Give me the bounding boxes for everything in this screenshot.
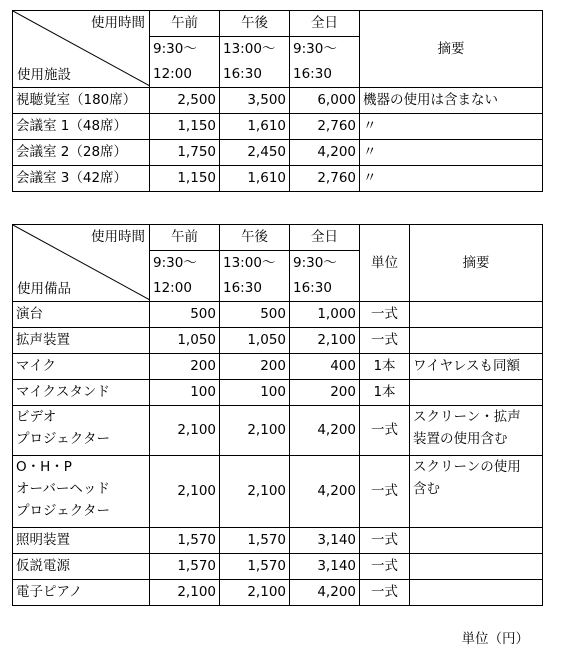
remark <box>410 528 543 554</box>
fee-pm: 1,570 <box>220 528 290 554</box>
table-row <box>13 354 543 380</box>
table-row <box>13 140 543 166</box>
remark: 機器の使用は含まない <box>360 88 543 114</box>
equipment-name <box>13 580 150 606</box>
remark-header: 摘要 <box>360 11 543 88</box>
fee-day: 2,760 <box>290 114 360 140</box>
equipment-name <box>13 554 150 580</box>
table-row <box>13 554 543 580</box>
equipment-fee-table <box>12 224 543 606</box>
remark-line: ワイヤレスも同額 <box>413 358 521 374</box>
remark <box>410 302 543 328</box>
unit: 一式 <box>360 456 410 528</box>
fee-am: 2,100 <box>150 580 220 606</box>
fee-day: 4,200 <box>290 580 360 606</box>
equipment-name-line: プロジェクター <box>16 431 110 447</box>
facility-corner-header <box>13 11 150 88</box>
fee-am: 100 <box>150 380 220 406</box>
equipment-name <box>13 328 150 354</box>
unit-header: 単位 <box>360 225 410 302</box>
table-row <box>13 456 543 528</box>
unit: 一式 <box>360 302 410 328</box>
fee-day: 3,140 <box>290 554 360 580</box>
period-am-header: 午前 <box>150 225 220 251</box>
equipment-name-line: ビデオ <box>16 409 57 425</box>
fee-am: 500 <box>150 302 220 328</box>
fee-am: 1,750 <box>150 140 220 166</box>
fee-day: 6,000 <box>290 88 360 114</box>
fee-pm: 2,100 <box>220 406 290 456</box>
equipment-name-line: 照明装置 <box>16 532 70 548</box>
unit: 一式 <box>360 528 410 554</box>
fee-day: 2,760 <box>290 166 360 192</box>
table-row <box>13 114 543 140</box>
fee-pm: 1,610 <box>220 166 290 192</box>
remark <box>410 380 543 406</box>
fee-day: 2,100 <box>290 328 360 354</box>
fee-am: 1,150 <box>150 166 220 192</box>
fee-pm: 1,050 <box>220 328 290 354</box>
table-row <box>13 88 543 114</box>
equipment-corner-header <box>13 225 150 302</box>
equipment-name <box>13 406 150 456</box>
equipment-name-line: 演台 <box>16 306 43 322</box>
fee-pm: 2,100 <box>220 580 290 606</box>
fee-am: 200 <box>150 354 220 380</box>
equipment-name <box>13 354 150 380</box>
fee-am: 2,100 <box>150 456 220 528</box>
fee-day: 4,200 <box>290 140 360 166</box>
fee-pm: 500 <box>220 302 290 328</box>
facility-name: 視聴覚室（180席） <box>13 88 150 114</box>
unit: 1本 <box>360 380 410 406</box>
equipment-name-line: O・H・P <box>16 459 72 475</box>
facility-name: 会議室 2（28席） <box>13 140 150 166</box>
corner-facility-label: 使用施設 <box>17 67 71 83</box>
fee-am: 1,570 <box>150 528 220 554</box>
equipment-name-line: オーバーヘッド <box>16 481 110 497</box>
period-am-time: 9:30～ 12:00 <box>150 37 220 88</box>
fee-day: 200 <box>290 380 360 406</box>
facility-name: 会議室 1（48席） <box>13 114 150 140</box>
equipment-name-line: マイク <box>16 358 56 374</box>
unit-note: 単位（円） <box>461 631 529 647</box>
table-row <box>13 528 543 554</box>
period-am-time: 9:30～ 12:00 <box>150 251 220 302</box>
equipment-name <box>13 380 150 406</box>
fee-pm: 1,610 <box>220 114 290 140</box>
period-day-header: 全日 <box>290 225 360 251</box>
period-pm-header: 午後 <box>220 11 290 37</box>
remark-line: 装置の使用含む <box>413 431 508 447</box>
period-pm-header: 午後 <box>220 225 290 251</box>
fee-pm: 200 <box>220 354 290 380</box>
fee-day: 400 <box>290 354 360 380</box>
period-am-header: 午前 <box>150 11 220 37</box>
fee-pm: 1,570 <box>220 554 290 580</box>
table-row <box>13 166 543 192</box>
fee-pm: 2,100 <box>220 456 290 528</box>
table-row <box>13 328 543 354</box>
fee-pm: 2,450 <box>220 140 290 166</box>
unit: 一式 <box>360 554 410 580</box>
remark <box>410 354 543 380</box>
equipment-name-line: 拡声装置 <box>16 332 70 348</box>
fee-pm: 100 <box>220 380 290 406</box>
equipment-name-line: 電子ピアノ <box>16 584 83 600</box>
equipment-name <box>13 302 150 328</box>
period-day-time: 9:30～ 16:30 <box>290 251 360 302</box>
remark <box>410 328 543 354</box>
equipment-name-line: 仮説電源 <box>16 558 70 574</box>
period-pm-time: 13:00～ 16:30 <box>220 251 290 302</box>
fee-am: 2,100 <box>150 406 220 456</box>
fee-pm: 3,500 <box>220 88 290 114</box>
unit: 一式 <box>360 580 410 606</box>
remark-line: スクリーンの使用 <box>413 459 521 475</box>
facility-name: 会議室 3（42席） <box>13 166 150 192</box>
equipment-name <box>13 456 150 528</box>
equipment-name-line: プロジェクター <box>16 503 110 519</box>
remark <box>410 456 543 528</box>
remark-line: 含む <box>413 481 440 497</box>
facility-fee-table <box>12 10 543 192</box>
table-row <box>13 380 543 406</box>
fee-day: 1,000 <box>290 302 360 328</box>
corner-equipment-label: 使用備品 <box>17 281 71 297</box>
corner-time-label: 使用時間 <box>91 229 145 245</box>
equipment-name <box>13 528 150 554</box>
remark: 〃 <box>360 166 543 192</box>
corner-time-label: 使用時間 <box>91 15 145 31</box>
period-day-time: 9:30～ 16:30 <box>290 37 360 88</box>
table-row <box>13 406 543 456</box>
remark-header: 摘要 <box>410 225 543 302</box>
fee-day: 3,140 <box>290 528 360 554</box>
fee-am: 1,570 <box>150 554 220 580</box>
remark <box>410 580 543 606</box>
remark <box>410 406 543 456</box>
remark <box>410 554 543 580</box>
period-day-header: 全日 <box>290 11 360 37</box>
fee-day: 4,200 <box>290 406 360 456</box>
unit: 一式 <box>360 328 410 354</box>
table-row <box>13 580 543 606</box>
remark-line: スクリーン・拡声 <box>413 409 521 425</box>
fee-day: 4,200 <box>290 456 360 528</box>
remark: 〃 <box>360 114 543 140</box>
remark: 〃 <box>360 140 543 166</box>
fee-am: 1,150 <box>150 114 220 140</box>
equipment-name-line: マイクスタンド <box>16 384 110 400</box>
table-row <box>13 302 543 328</box>
fee-am: 2,500 <box>150 88 220 114</box>
unit: 1本 <box>360 354 410 380</box>
fee-am: 1,050 <box>150 328 220 354</box>
period-pm-time: 13:00～ 16:30 <box>220 37 290 88</box>
unit: 一式 <box>360 406 410 456</box>
